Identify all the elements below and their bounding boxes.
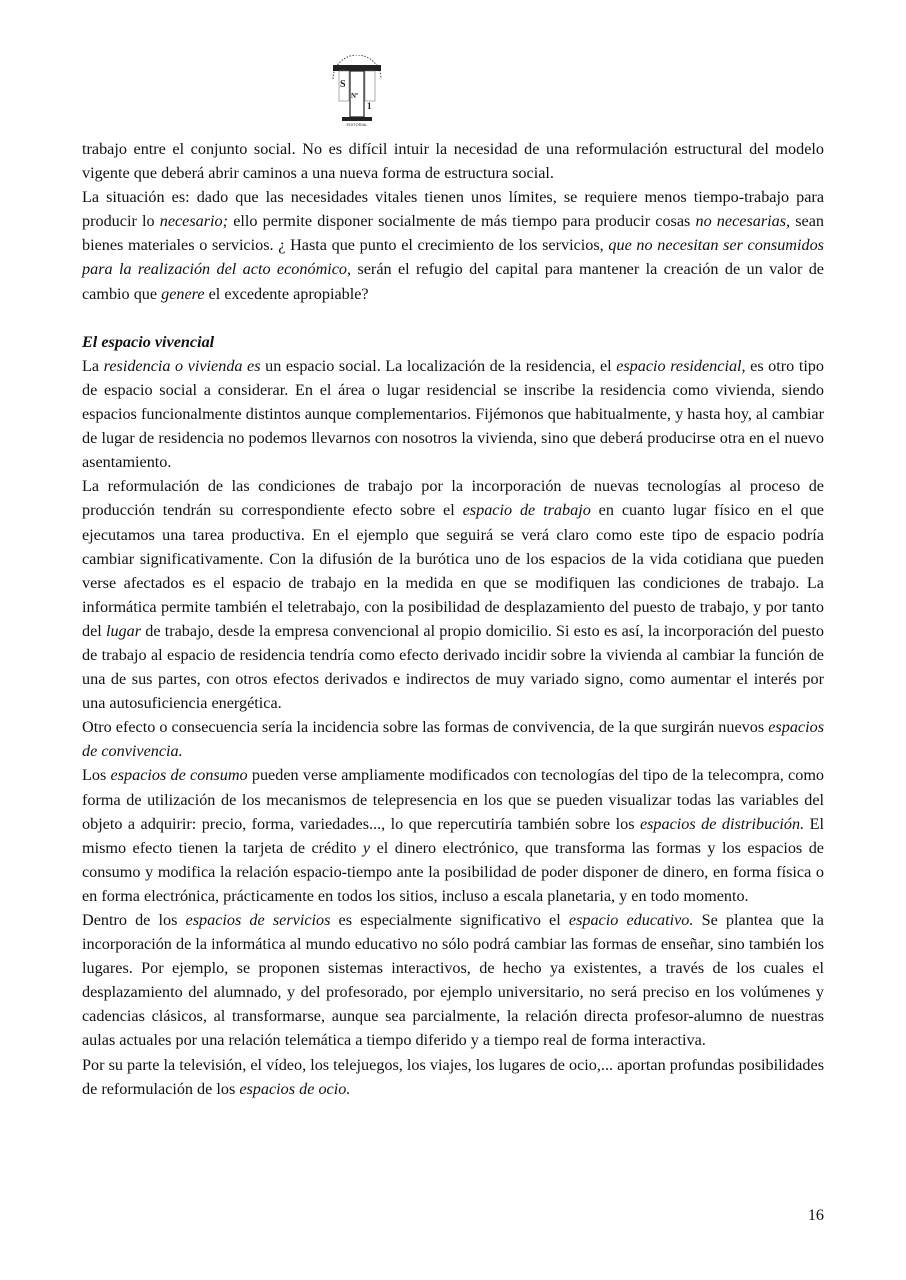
text-run: un espacio social. La localización de la residencia, el	[260, 356, 617, 375]
italic-text-run: espacios de consumo	[110, 766, 248, 785]
text-run: La reformulación de las condiciones de trabajo por la incorporación de nuevas tecnologías al proceso de producción tendrán su correspondiente efecto sobre el	[82, 477, 824, 520]
document-body	[82, 137, 824, 1101]
text-run: El mismo efecto tienen la tarjeta de crédito	[82, 814, 824, 857]
paragraph	[82, 763, 824, 908]
italic-text-run: espacios de convivencia.	[82, 718, 824, 761]
publication-logo	[327, 55, 387, 127]
paragraph	[82, 908, 824, 1053]
paragraph-gap	[82, 306, 824, 330]
logo-left-letter: S	[340, 79, 346, 90]
italic-text-run: necesario;	[159, 212, 229, 231]
text-run: Los	[82, 766, 111, 785]
paragraph	[82, 715, 824, 763]
paragraph	[82, 354, 824, 474]
text-run: de trabajo, desde la empresa convencional al propio domicilio. Si esto es así, la incorporación del puesto de trabajo al espacio de residencia tendría como efecto derivado incidir sobre la vivienda al cambiar la función de una de sus partes, con otros efectos derivados e indirectos de muy variado signo, como aumentar el interés por una autosuficiencia energética.	[82, 621, 824, 713]
paragraph	[82, 185, 824, 305]
italic-text-run: que no necesitan ser consumidos para la realización del acto económico	[82, 236, 824, 279]
section-paragraphs	[82, 354, 824, 1101]
text-run: es otro tipo de espacio social a considerar. En el área o lugar residencial se inscribe la residencia como vivienda, siendo espacios funcionalmente distintos aunque complementarios. Fijémonos que habitualmente, y hasta hoy, al cambiar de lugar de residencia no podemos llevarnos con nosotros la vivienda, sino que deberá producirse otra en el nuevo asentamiento.	[82, 356, 824, 472]
text-run: Dentro de los	[82, 911, 186, 929]
paragraph	[82, 474, 824, 715]
text-run: Otro efecto o consecuencia sería la incidencia sobre las formas de convivencia, de la que surgirán nuevos	[82, 718, 769, 737]
italic-text-run: espacios de ocio.	[239, 1079, 351, 1098]
italic-text-run: espacios de servicios	[185, 911, 331, 929]
section-heading: El espacio vivencial	[82, 332, 215, 351]
intro-paragraphs	[82, 137, 824, 306]
text-run: sean bienes materiales o servicios. ¿ Hasta que punto el crecimiento de los servicios,	[82, 212, 825, 255]
italic-text-run: no necesarias,	[695, 212, 791, 231]
text-run: el excedente apropiable?	[204, 284, 369, 303]
text-run: es especialmente significativo el	[330, 911, 569, 929]
text-run: La	[82, 356, 104, 375]
logo-bottom-text: EDITORIAL	[346, 122, 368, 127]
logo-right-digit: 1	[367, 101, 372, 111]
text-run: Se plantea que la incorporación de la informática al mundo educativo no sólo podrá cambiar las formas de enseñar, sino también los lugares. Por ejemplo, se proponen sistemas interactivos, de hecho ya existentes, a través de los cuales el desplazamiento del alumnado, y del profesorado, por ejemplo universitario, no será preciso en los volúmenes y cadencias clásicos, al transformarse, aunque sea parcialmente, la relación directa profesor-alumno de nuestras aulas actuales por una relación telemática a tiempo diferido y a tiempo real de forma interactiva.	[82, 911, 824, 1050]
italic-text-run: residencia o vivienda es	[103, 356, 261, 375]
logo-center-text: Nº	[351, 92, 359, 100]
paragraph	[82, 1053, 824, 1101]
page-number: 16	[807, 1206, 824, 1224]
paragraph	[82, 137, 824, 185]
italic-text-run: espacio residencial,	[616, 356, 746, 375]
italic-text-run: lugar	[105, 621, 142, 640]
text-run: , serán el refugio del capital para mantener la creación de un valor de cambio que	[82, 260, 824, 303]
text-run: el dinero electrónico, que transforma las formas y los espacios de consumo y modifica la relación espacio-tiempo ante la posibilidad de poder disponer de dinero, en forma física o en forma electrónica, prácticamente en todos los sitios, incluso a escala planetaria, y en todo momento.	[82, 838, 824, 905]
text-run: ello permite disponer socialmente de más tiempo para producir cosas	[228, 212, 696, 231]
italic-text-run: espacio de trabajo	[462, 501, 591, 520]
logo-emblem-icon	[327, 55, 387, 127]
italic-text-run: espacios de distribución.	[639, 814, 805, 833]
text-run: La situación es: dado que las necesidades vitales tienen unos límites, se requiere menos tiempo-trabajo para producir lo	[82, 188, 824, 231]
text-run: Por su parte la televisión, el vídeo, los telejuegos, los viajes, los lugares de ocio,... aportan profundas posibilidades de reformulación de los	[82, 1055, 824, 1098]
italic-text-run: genere	[161, 284, 205, 303]
text-run: trabajo entre el conjunto social. No es difícil intuir la necesidad de una reformulación estructural del modelo vigente que deberá abrir caminos a una nueva forma de estructura social.	[82, 140, 824, 183]
text-run: en cuanto lugar físico en el que ejecutamos una tarea productiva. En el ejemplo que seguirá se verá claro como este tipo de espacio podría cambiar significativamente. Con la difusión de la burótica uno de los espacios de la vida cotidiana que pueden verse afectados es el espacio de trabajo en la medida en que se modifiquen las condiciones de trabajo. La informática permite también el teletrabajo, con la posibilidad de desplazamiento del puesto de trabajo, y por tanto del	[82, 501, 824, 640]
italic-text-run: y	[362, 838, 371, 857]
italic-text-run: espacio educativo.	[568, 911, 694, 929]
text-run: pueden verse ampliamente modificados con tecnologías del tipo de la telecompra, como forma de utilización de los mecanismos de telepresencia en los que se pueden visualizar todas las variables del objeto a adquirir: precio, forma, variedades..., lo que repercutiría también sobre los	[82, 766, 825, 833]
